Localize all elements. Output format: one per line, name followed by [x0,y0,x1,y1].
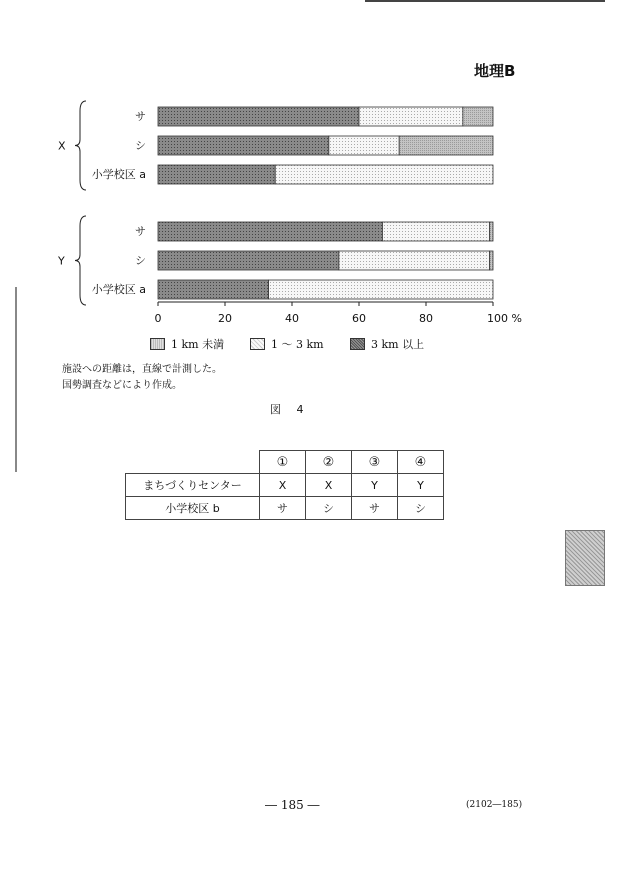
legend-swatch-1-3km [250,338,265,350]
x-tick-label: 40 [285,312,299,325]
bar-segment [490,251,493,270]
page-code: (2102―185) [466,800,523,810]
legend-label-under-1km: 1 km 未満 [171,338,225,351]
x-tick-label: 0 [154,312,162,325]
answer-cell: シ [398,497,444,520]
x-tick-label: 60 [352,312,366,325]
answer-col-3: ③ [352,451,398,474]
page-number: ― 185 ― [265,798,320,812]
bar-segment [158,107,359,126]
answer-row-school [126,497,444,520]
bar-segment [275,165,493,184]
bar-segment [269,280,493,299]
answer-corner-cell [126,451,260,474]
bar-segment [158,280,269,299]
figure-caption: 図 4 [270,403,310,416]
answer-cell: サ [352,497,398,520]
bar-segment [158,251,339,270]
answer-header-row [126,451,444,474]
bar-segment [382,222,489,241]
group-brace [75,101,86,190]
legend-swatch-over-3km [350,338,365,350]
legend-item-under-1km [150,336,224,352]
legend-item-1-3km [250,336,324,352]
answer-cell: Y [398,474,444,497]
answer-cell: Y [352,474,398,497]
bar-segment [158,136,329,155]
legend-item-over-3km [350,336,424,352]
group-brace [75,216,86,305]
answer-table [125,450,444,520]
note-source: 国勢調査などにより作成。 [62,380,182,391]
bar-segment [359,107,463,126]
bar-segment [490,222,493,241]
page-tab-marker [565,530,605,586]
row-label: 小学校区 a [91,283,146,296]
answer-col-2: ② [306,451,352,474]
answer-col-4: ④ [398,451,444,474]
legend-swatch-under-1km [150,338,165,350]
x-tick-label: 20 [218,312,232,325]
answer-col-1: ① [260,451,306,474]
row-label: シ [135,139,146,152]
bar-segment [339,251,490,270]
answer-cell: サ [260,497,306,520]
row-label: シ [135,254,146,267]
bar-segment [158,222,382,241]
answer-row-center [126,474,444,497]
answer-cell: X [260,474,306,497]
row-label: サ [135,110,146,123]
answer-row-label: 小学校区 b [126,497,260,520]
legend-label-over-3km: 3 km 以上 [371,338,425,351]
bar-segment [463,107,493,126]
chart-legend [150,336,450,352]
row-label: 小学校区 a [91,168,146,181]
x-tick-label: 80 [419,312,433,325]
bar-segment [329,136,399,155]
note-distance: 施設への距離は，直線で計測した。 [62,364,222,375]
answer-cell: シ [306,497,352,520]
bar-segment [399,136,493,155]
stacked-bar-chart [0,0,620,340]
x-tick-label: 100 % [487,312,522,325]
row-label: サ [135,225,146,238]
group-label: Y [58,254,65,268]
subject-title: 地理B [474,62,516,80]
legend-label-1-3km: 1 ～ 3 km [271,338,324,351]
answer-cell: X [306,474,352,497]
group-label: X [58,139,66,153]
bar-segment [158,165,275,184]
answer-row-label: まちづくりセンター [126,474,260,497]
